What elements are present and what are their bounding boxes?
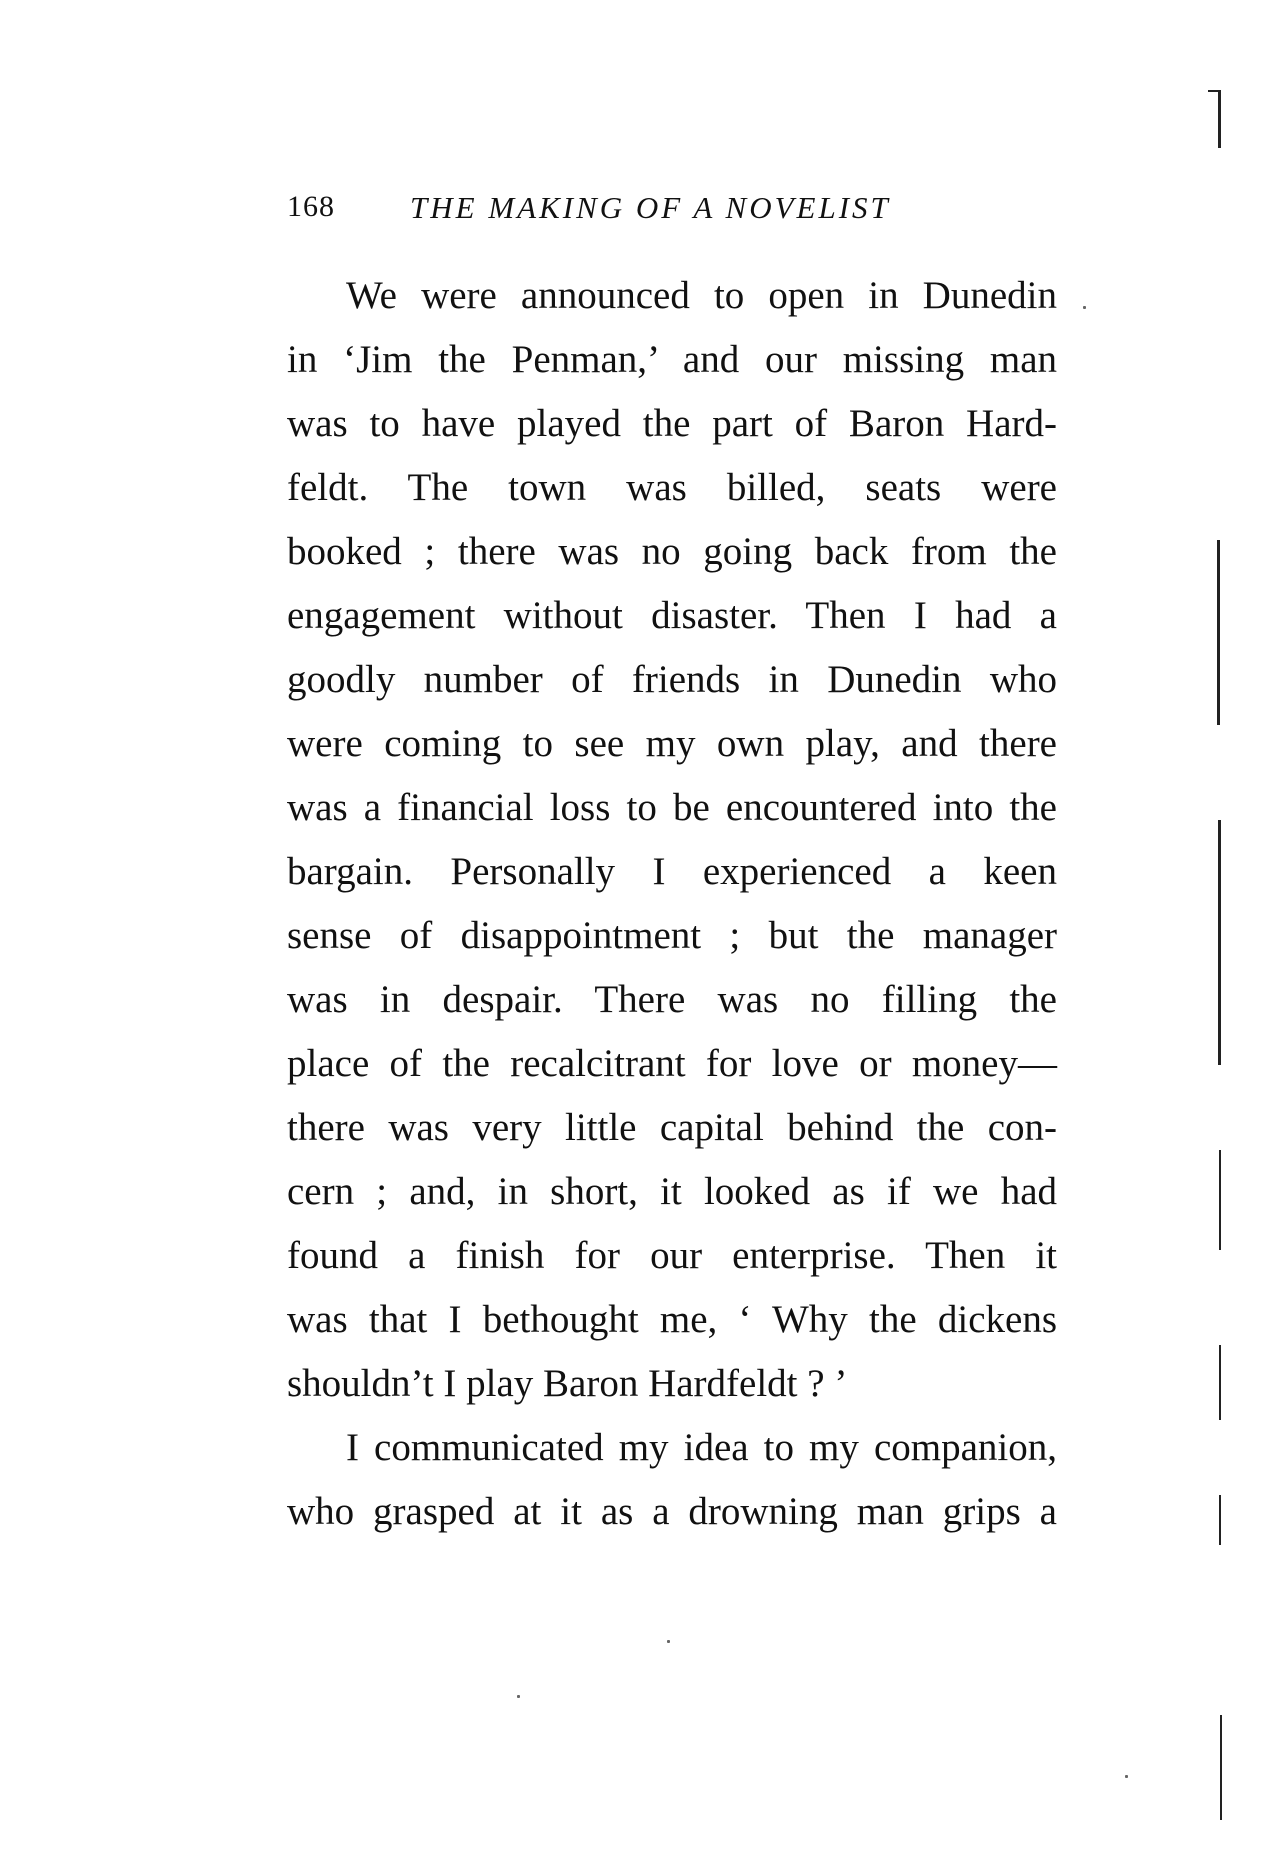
text-line: cern ; and, in short, it looked as if we had [287, 1170, 1057, 1213]
text-line: sense of disappointment ; but the manager [287, 914, 1057, 957]
text-line: feldt. The town was billed, seats were [287, 466, 1057, 509]
scan-speck [667, 1640, 670, 1643]
text-line: was that I bethought me, ‘ Why the dickens [287, 1298, 1057, 1341]
scan-speck [1125, 1775, 1128, 1778]
text-line: was to have played the part of Baron Hard- [287, 402, 1057, 445]
scan-margin-mark [1218, 820, 1221, 1065]
text-line: there was very little capital behind the con- [287, 1106, 1057, 1149]
text-line: We were announced to open in Dunedin [346, 274, 1057, 317]
scan-speck [517, 1695, 520, 1698]
page-header [287, 190, 1057, 230]
text-line: engagement without disaster. Then I had a [287, 594, 1057, 637]
text-line: found a finish for our enterprise. Then it [287, 1234, 1057, 1277]
text-line: shouldn’t I play Baron Hardfeldt ? ’ [287, 1362, 848, 1405]
scan-margin-mark [1208, 90, 1220, 92]
page-number: 168 [287, 190, 335, 223]
text-line: was a financial loss to be encountered into the [287, 786, 1057, 829]
text-line: bargain. Personally I experienced a keen [287, 850, 1057, 893]
scan-margin-mark [1217, 540, 1220, 725]
text-line: who grasped at it as a drowning man grips a [287, 1490, 1057, 1533]
scan-speck [1083, 306, 1086, 309]
scan-margin-mark [1219, 1495, 1221, 1545]
scan-margin-mark [1219, 1345, 1221, 1420]
text-line: were coming to see my own play, and there [287, 722, 1057, 765]
running-title: THE MAKING OF A NOVELIST [410, 190, 891, 225]
text-line: I communicated my idea to my companion, [346, 1426, 1057, 1469]
text-line: was in despair. There was no filling the [287, 978, 1057, 1021]
text-line: goodly number of friends in Dunedin who [287, 658, 1057, 701]
scan-margin-mark [1218, 90, 1221, 148]
text-line: booked ; there was no going back from the [287, 530, 1057, 573]
text-line: in ‘Jim the Penman,’ and our missing man [287, 338, 1057, 381]
scan-margin-mark [1220, 1715, 1222, 1820]
scan-margin-mark [1219, 1150, 1221, 1250]
text-line: place of the recalcitrant for love or money— [287, 1042, 1057, 1085]
